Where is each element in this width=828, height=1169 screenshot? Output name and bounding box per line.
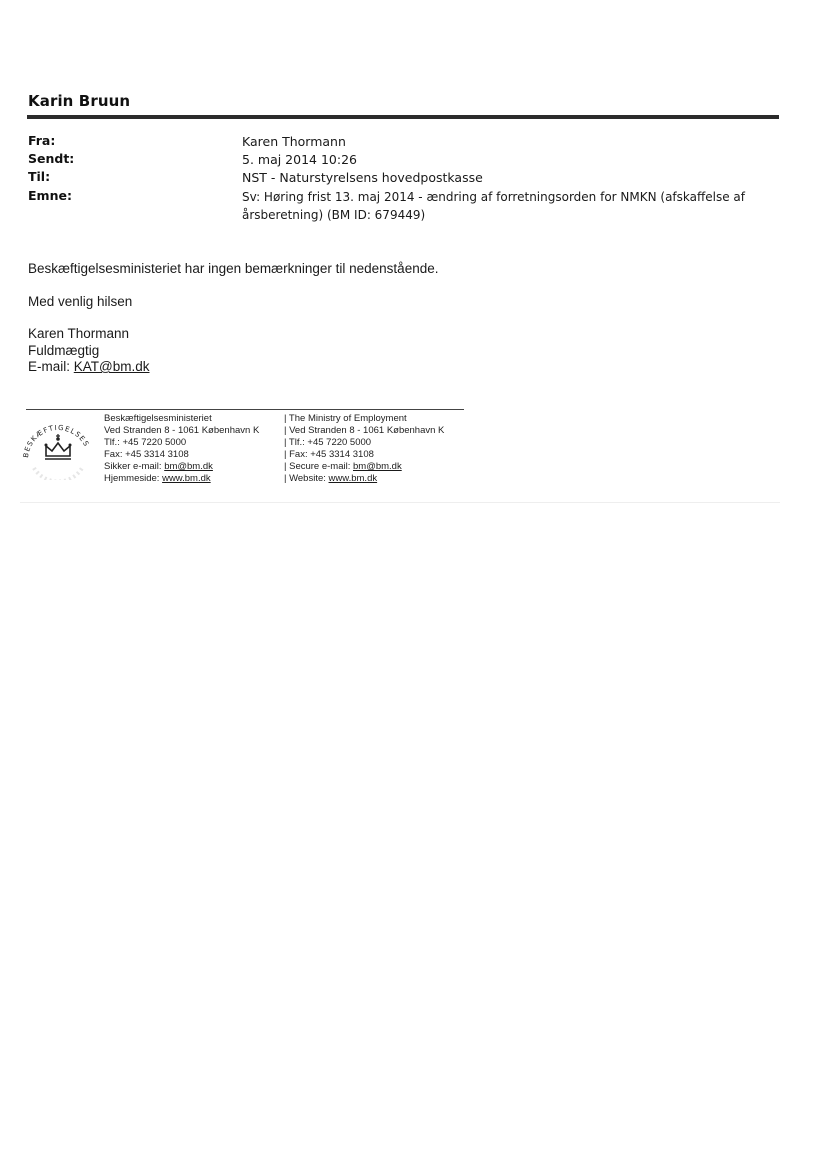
sig-da-fax: Fax: +45 3314 3108 [104,449,189,460]
to-value: NST - Naturstyrelsens hovedpostkasse [242,170,483,185]
header-divider [27,115,779,119]
sig-en-web-line [284,473,444,485]
sig-en-email-line [284,461,444,473]
sender-email-link[interactable]: KAT@bm.dk [73,359,150,374]
sent-label: Sendt: [28,151,75,166]
sig-da-web-link[interactable]: www.bm.dk [162,473,211,484]
sender-email-line [28,359,150,374]
sig-en-fax: | Fax: +45 3314 3108 [284,449,374,460]
from-label: Fra: [28,133,56,148]
sender-name: Karen Thormann [28,326,130,341]
sent-value: 5. maj 2014 10:26 [242,152,357,167]
sender-email-prefix: E-mail: [28,359,74,374]
logo-arc-text: BESKÆFTIGELSES [21,423,91,459]
sig-da-email-line [104,461,259,473]
to-label: Til: [28,169,51,184]
sig-en-web-link[interactable]: www.bm.dk [328,473,378,484]
sig-da-phone: Tlf.: +45 7220 5000 [104,437,187,448]
sig-da-web-prefix: Hjemmeside: [104,473,163,484]
sig-en-org: | The Ministry of Employment [284,413,407,424]
sig-en-address: | Ved Stranden 8 - 1061 København K [284,425,445,436]
subject-label: Emne: [28,188,72,203]
sig-en-email-link[interactable]: bm@bm.dk [353,461,402,472]
signature-danish [104,413,259,485]
crown-logo-icon [18,408,98,480]
sig-en-email-prefix: | Secure e-mail: [284,461,353,472]
scan-artifact-line [20,502,780,503]
message-text: Beskæftigelsesministeriet har ingen bemærkninger til nedenstående. [28,261,439,276]
mailbox-owner-name: Karin Bruun [28,92,131,110]
sender-title: Fuldmægtig [28,343,100,358]
sig-en-phone: | Tlf.: +45 7220 5000 [284,437,372,448]
sig-da-org: Beskæftigelsesministeriet [104,413,212,424]
signature-english [284,413,444,485]
sig-da-email-prefix: Sikker e-mail: [104,461,165,472]
closing-text: Med venlig hilsen [28,294,133,309]
subject-line-1: Sv: Høring frist 13. maj 2014 - ændring af forretningsorden for NMKN (afskaffelse af [242,190,746,204]
sig-en-web-prefix: | Website: [284,473,329,484]
subject-line-2: årsberetning) (BM ID: 679449) [242,208,426,222]
from-value: Karen Thormann [242,134,346,149]
sig-da-address: Ved Stranden 8 - 1061 København K [104,425,260,436]
sig-da-email-link[interactable]: bm@bm.dk [164,461,213,472]
sig-da-web-line [104,473,259,485]
